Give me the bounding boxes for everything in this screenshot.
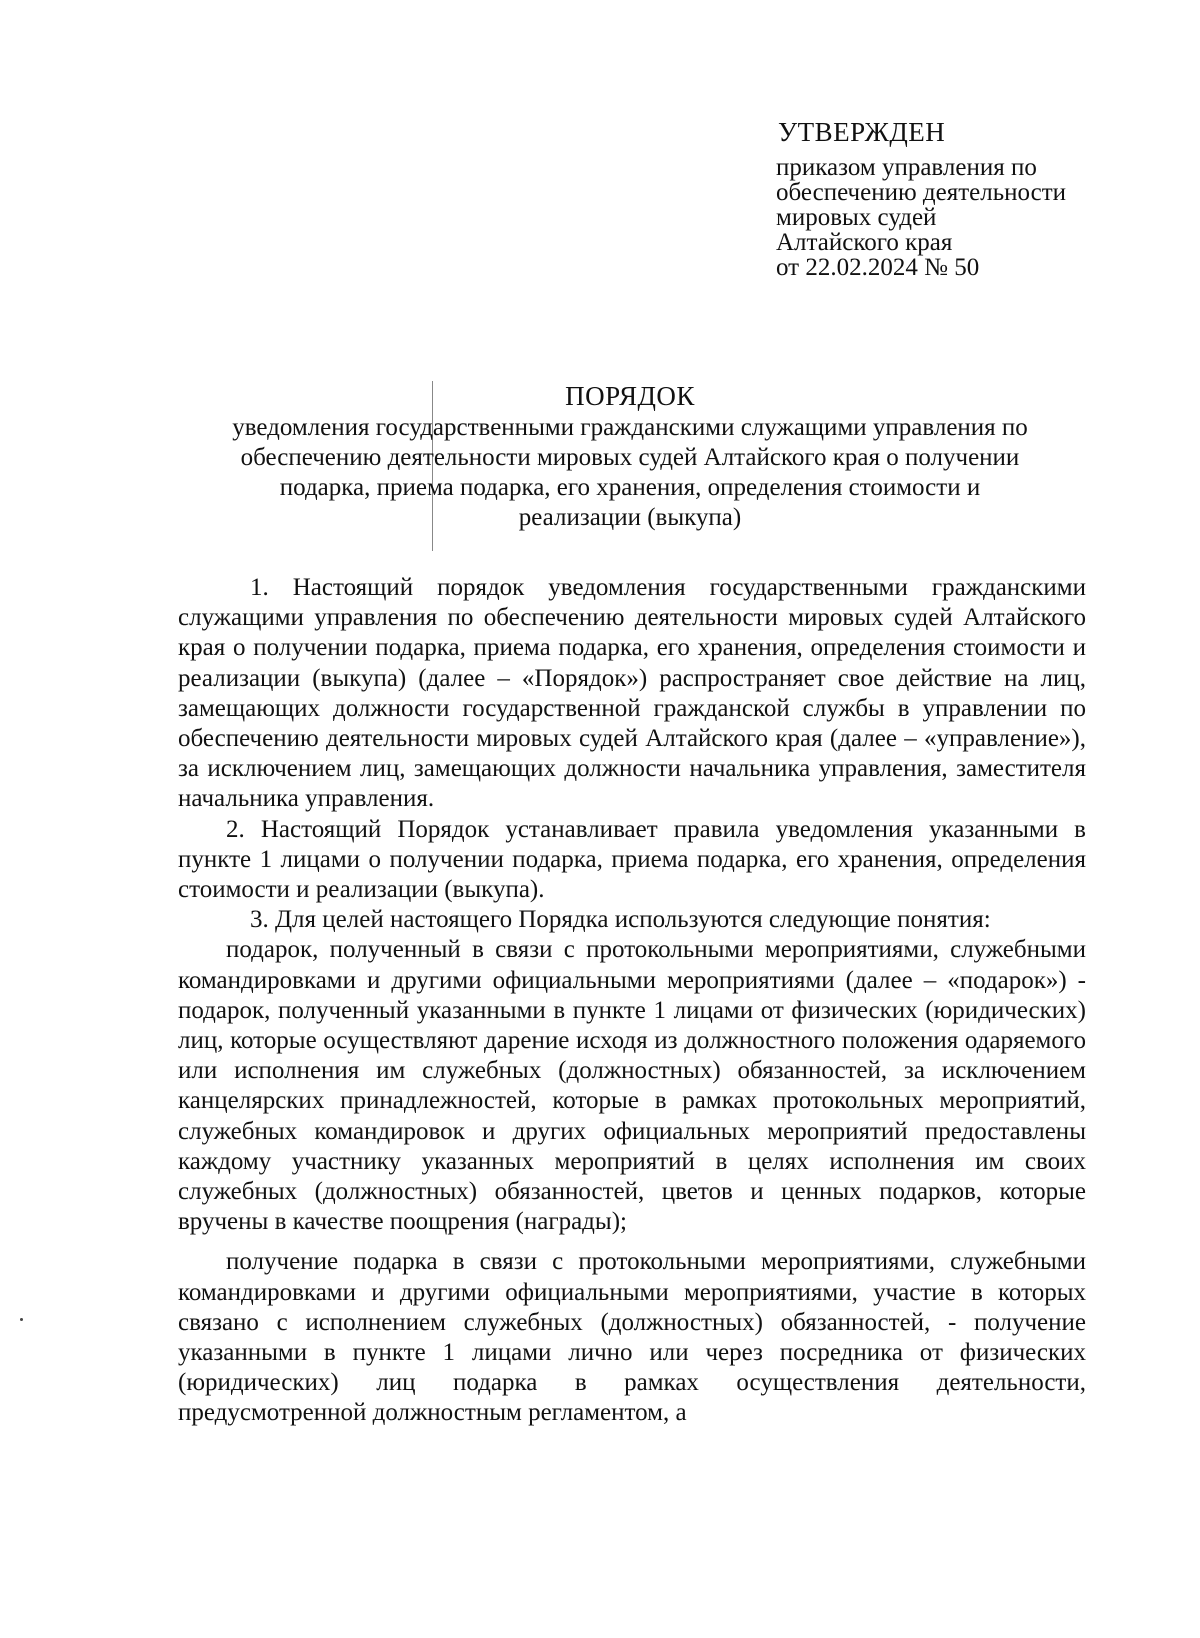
- document-title: ПОРЯДОК: [565, 381, 695, 411]
- scan-artifact-dot: [20, 1318, 23, 1321]
- approval-line: Алтайского края: [776, 229, 953, 256]
- paragraph-1: 1. Настоящий порядок уведомления государственными гражданскими служащими управления по обеспечению деятельности мировых судей Алтайского края о получении подарка, приема подарка, его хранения, определения стоимости и реализации (выкупа) (далее – «Порядок») распространяет свое действие на лиц, замещающих должности государственной гражданской службы в управлении по обеспечению деятельности мировых судей Алтайского края (далее – «управление»), за исключением лиц, замещающих должности начальника управления, заместителя начальника управления.: [178, 574, 1086, 813]
- document-title-block: [190, 381, 1070, 533]
- document-subtitle-line: обеспечению деятельности мировых судей Алтайского края о получении: [240, 444, 1020, 471]
- document-subtitle-line: реализации (выкупа): [518, 504, 742, 531]
- approval-line: обеспечению деятельности: [776, 179, 1067, 206]
- approval-line: приказом управления по: [776, 154, 1037, 181]
- document-subtitle-line: уведомления государственными гражданскими служащими управления по: [232, 414, 1028, 441]
- approval-line: мировых судей: [776, 204, 937, 231]
- document-subtitle-line: подарка, приема подарка, его хранения, определения стоимости и: [279, 474, 981, 501]
- paragraph-gift-definition: подарок, полученный в связи с протокольными мероприятиями, служебными командировками и другими официальными мероприятиями (далее – «подарок») - подарок, полученный указанными в пункте 1 лицами от физических (юридических) лиц, которые осуществляют дарение исходя из должностного положения одаряемого или исполнения им служебных (должностных) обязанностей, за исключением канцелярских принадлежностей, которые в рамках протокольных мероприятий, служебных командировок и других официальных мероприятий предоставлены каждому участнику указанных мероприятий в целях исполнения им своих служебных (должностных) обязанностей, цветов и ценных подарков, которые вручены в качестве поощрения (награды);: [178, 936, 1086, 1236]
- document-body: [178, 573, 1086, 1429]
- paragraph-gift-receipt-definition: получение подарка в связи с протокольными мероприятиями, служебными командировками и другими официальными мероприятиями, участие в которых связано с исполнением служебных (должностных) обязанностей, - получение указанными в пункте 1 лицами лично или через посредника от физических (юридических) лиц подарка в рамках осуществления деятельности, предусмотренной должностным регламентом, а: [178, 1248, 1086, 1427]
- paragraph-2: 2. Настоящий Порядок устанавливает правила уведомления указанными в пункте 1 лицами о получении подарка, приема подарка, его хранения, определения стоимости и реализации (выкупа).: [178, 815, 1086, 904]
- paragraph-3: 3. Для целей настоящего Порядка используются следующие понятия:: [250, 906, 991, 934]
- approval-line: от 22.02.2024 № 50: [776, 254, 980, 281]
- approval-stamp-block: [776, 117, 1116, 281]
- approval-heading: УТВЕРЖДЕН: [778, 117, 946, 147]
